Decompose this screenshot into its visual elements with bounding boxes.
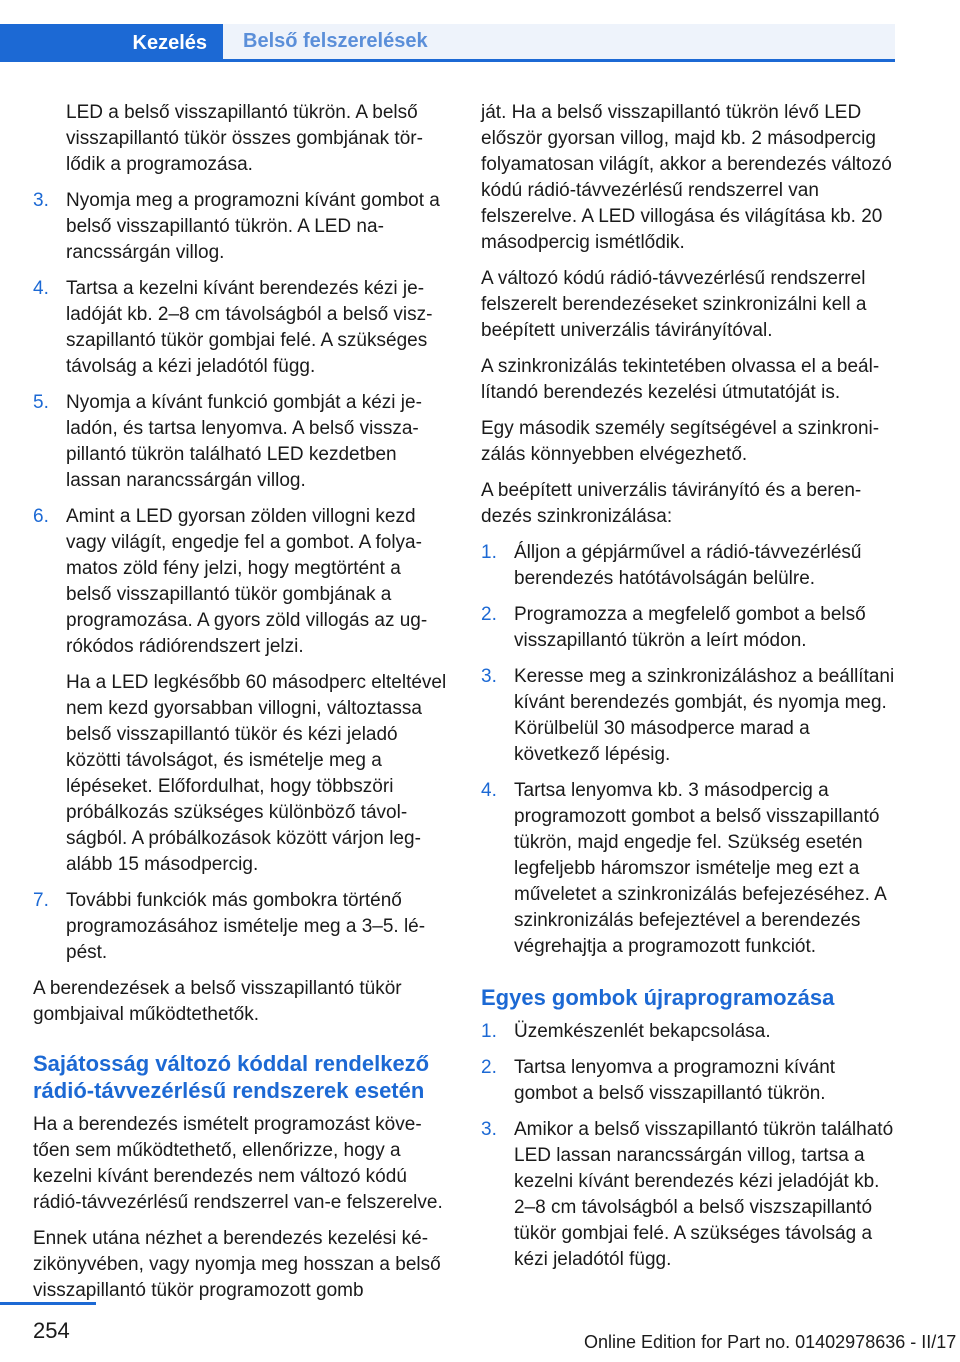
step-text: Üzemkészenlét bekapcsolása. — [514, 1021, 771, 1042]
step-number: 6. — [33, 506, 49, 527]
list-item — [481, 602, 899, 654]
paragraph: ját. Ha a belső visszapillantó tükrön lévő LED először gyorsan villog, majd kb. 2 másodpercig folyamatosan világít, akkor a berendezés változó kódú rádió-távvezérlésű rendszerrel van felszerelve. A LED villogása és világítása kb. 20 másodpercig ismétlődik. — [481, 102, 892, 253]
step-text: Tartsa lenyomva a programozni kívánt gombot a belső visszapillantó tükrön. — [514, 1057, 836, 1104]
list-item — [481, 664, 899, 768]
section-tab-subsection: Belső felszerelések — [223, 24, 895, 62]
paragraph: A berendezések a belső visszapillantó tükör gombjaival működtethetők. — [33, 978, 402, 1025]
page-header — [0, 0, 960, 62]
paragraph: A beépített univerzális távirányító és a berendezés szinkronizálása: — [481, 480, 862, 527]
step-text: Amint a LED gyorsan zölden villogni kezd vagy világít, engedje fel a gombot. A folyamatos zöld fény jelzi, hogy megtörtént a belső visszapillantó tükör gombjának a programozása. A gyors zöld villogás az ugrókódos rádiórendszert jelzi. — [66, 506, 428, 657]
page-number: 254 — [33, 1318, 70, 1343]
step-text: Nyomja a kívánt funkció gombját a kézi jeladón, és tartsa lenyomva. A belső visszapillantó tükrön található LED kezdetben lassan narancssárgán villog. — [66, 392, 422, 491]
step-number: 1. — [481, 542, 497, 563]
step-number: 5. — [33, 392, 49, 413]
intro-text: LED a belső visszapillantó tükrön. A belső visszapillantó tükör összes gombjának törlődik a programozása. — [66, 102, 423, 175]
step-number: 4. — [33, 278, 49, 299]
paragraph: Ennek utána nézhet a berendezés kezelési kézikönyvében, vagy nyomja meg hosszan a belső visszapillantó tükör programozott gomb — [33, 1228, 441, 1301]
paragraph: Egy második személy segítségével a szinkronizálás könnyebben elvégezhető. — [481, 418, 880, 465]
step-number: 4. — [481, 780, 497, 801]
list-item — [481, 1117, 899, 1273]
list-item — [481, 1019, 899, 1045]
paragraph: A szinkronizálás tekintetében olvassa el a beállítandó berendezés kezelési útmutatóját is. — [481, 356, 880, 403]
step-text: Amikor a belső visszapillantó tükrön található LED lassan narancssárgán villog, tartsa a kezelni kívánt berendezés kézi jeladóját kb. 2–8 cm távolságból a belső viszszapillantó tükör gombjai felé. A szükséges távolság a kézi jeladótól függ. — [514, 1119, 894, 1270]
step-number: 3. — [33, 190, 49, 211]
step-text: Nyomja meg a programozni kívánt gombot a belső visszapillantó tükrön. A LED narancssárgán villog. — [66, 190, 440, 263]
list-item — [481, 778, 899, 960]
paragraph: Ha a berendezés ismételt programozást követően sem működtethető, ellenőrizze, hogy a kezelni kívánt berendezés nem változó kódú rádió-távvezérlésű rendszerrel van-e felszerelve. — [33, 1114, 443, 1213]
list-item — [33, 390, 451, 494]
step-text: Programozza a megfelelő gombot a belső visszapillantó tükrön a leírt módon. — [514, 604, 866, 651]
step-text: További funkciók más gombokra történő programozásához ismételje meg a 3–5. lépést. — [66, 890, 426, 963]
step-number: 2. — [481, 604, 497, 625]
list-item — [33, 276, 451, 380]
list-item — [481, 1055, 899, 1107]
step-number: 2. — [481, 1057, 497, 1078]
step-number: 1. — [481, 1021, 497, 1042]
paragraph: A változó kódú rádió-távvezérlésű rendszerrel felszerelt berendezéseket szinkronizálni kell a beépített univerzális távirányítóval. — [481, 268, 867, 341]
step-text: Álljon a gépjárművel a rádió-távvezérlésű berendezés hatótávolságán belülre. — [514, 542, 862, 589]
step-note: Ha a LED legkésőbb 60 másodperc elteltével nem kezd gyorsabban villogni, változtassa belső visszapillantó tükör és kézi jeladó közötti távolságot, és ismételje meg a lépéseket. Előfordulhat, hogy többszöri próbálkozás szükséges különböző távolságból. A próbálkozások között várjon legalább 15 másodpercig. — [66, 672, 447, 875]
list-item — [33, 888, 451, 966]
step-number: 3. — [481, 1119, 497, 1140]
right-column — [481, 100, 899, 1283]
step-text: Tartsa a kezelni kívánt berendezés kézi jeladóját kb. 2–8 cm távolságból a belső viszszapillantó tükör gombjai felé. A szükséges távolság a kézi jeladótól függ. — [66, 278, 433, 377]
footer-rule — [0, 1302, 96, 1305]
list-item — [481, 540, 899, 592]
step-number: 3. — [481, 666, 497, 687]
step-text: Tartsa lenyomva kb. 3 másodpercig a programozott gombot a belső visszapillantó tükrön, majd engedje fel. Szükség esetén legfeljebb háromszor ismételje meg ezt a műveletet a szinkronizálás befejezéséhez. A szinkronizálás befejeztével a berendezés végrehajtja a programozott funkciót. — [514, 780, 886, 957]
list-item — [33, 188, 451, 266]
list-item — [33, 504, 451, 660]
section-tab-active: Kezelés — [0, 24, 223, 62]
step-number: 7. — [33, 890, 49, 911]
section-heading: Egyes gombok újraprogramozása — [481, 985, 835, 1010]
left-column — [33, 100, 451, 1314]
step-text: Keresse meg a szinkronizáláshoz a beállítani kívánt berendezés gombját, és nyomja meg. Körülbelül 30 másodperce marad a következő lépésig. — [514, 666, 895, 765]
section-heading: Sajátosság változó kóddal rendelkező rádió-távvezérlésű rendszerek esetén — [33, 1051, 430, 1103]
edition-note: Online Edition for Part no. 01402978636 - II/17 — [584, 1332, 957, 1352]
